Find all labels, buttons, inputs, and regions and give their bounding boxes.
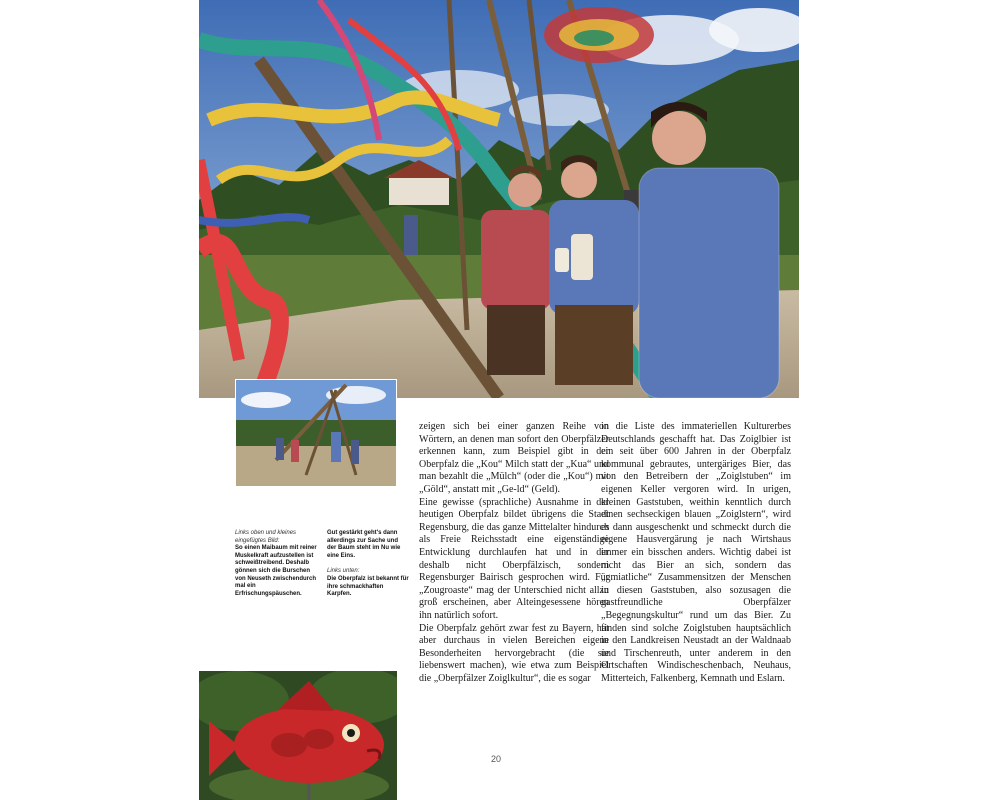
- maypole-hero-illustration: [199, 0, 799, 398]
- inset-illustration: [236, 380, 396, 486]
- article-column-1: [419, 421, 609, 685]
- article-paragraph: in die Liste des immateriellen Kulturerbes Deutschlands geschafft hat. Das Zoiglbier ist ein seit über 600 Jahren in der Oberpfalz kommunal gebrautes, untergäriges Bier, das von den Betreibern der „Zoiglstuben“ im eigenen Keller vergoren wird. In urigen, kleinen Gaststuben, weithin kenntlich durch einen sechseckigen blauen „Zoiglstern“, wird es dann ausgeschenkt und schmeckt durch die eigene Hausvergärung je nach Wirtshaus immer ein bisschen anders. Wichtig dabei ist nicht das Bier an sich, sondern das „gmiatliche“ Zusammensitzen der Menschen in diesen Gaststuben, also sozusagen die gastfreundliche Oberpfälzer „Begegnungskultur“ rund um das Bier. Zu finden sind solche Zoiglstuben hauptsächlich in den Landkreisen Neustadt an der Waldnaab und Tirschenreuth, unter anderem in den Ortschaften Windischeschenbach, Neuhaus, Mitterteich, Falkenberg, Kemnath und Eslarn.: [601, 421, 791, 684]
- article-paragraph: zeigen sich bei einer ganzen Reihe von Wörtern, an denen man sofort den Oberpfälzer erkennen kann, zum Beispiel gibt in der Oberpfalz die „Kou“ Milch statt der „Kua“ und man bezahlt die „Mülch“ (oder die „Kou“) mit „Göld“, anstatt mit „Ge-ld“ (Geld).: [419, 421, 609, 495]
- article-paragraph: Die Oberpfalz gehört zwar fest zu Bayern, hat aber durchaus in vielen Bereichen eigene Besonderheiten hervorgebracht (die sie liebenswert machen), wie etwa zum Beispiel die „Oberpfälzer Zoiglkultur“, die es sogar: [419, 622, 609, 684]
- caption-label-bottom: Links unten:: [327, 568, 360, 575]
- carp-illustration: [199, 671, 397, 800]
- caption-text-carp: Die Oberpfalz ist bekannt für ihre schmackhaften Karpfen.: [327, 575, 409, 598]
- caption-text-maypole: So einen Maibaum mit reiner Muskelkraft aufzustellen ist schweißtreibend. Deshalb gönnen sich die Burschen von Neuseth zwischendurch mal ein Erfrischungspäuschen.: [235, 545, 317, 597]
- caption-left: [235, 530, 317, 598]
- article-column-2: [601, 421, 791, 685]
- carp-sculpture-photo: [199, 671, 397, 800]
- page-number: 20: [491, 754, 502, 764]
- caption-text-strengthened: Gut gestärkt geht's dann allerdings zur Sache und der Baum steht im Nu wie eine Eins.: [327, 530, 401, 559]
- article-paragraph: Eine gewisse (sprachliche) Ausnahme in der heutigen Oberpfalz bildet übrigens die Stadt Regensburg, die das ganze Mittelalter hindurch als Freie Reichsstadt eine eigenständige Entwicklung durchlaufen hat und in der deshalb nicht Oberpfälzisch, sondern Regensburger Bairisch gesprochen wird. Für „Zougroaste“ mag der Unterschied nicht allzu groß erscheinen, aber Alteingesessene hören ihn natürlich sofort.: [419, 496, 609, 621]
- inset-maypole-raising-photo: [235, 379, 397, 487]
- caption-label-top: Links oben und kleines eingefügtes Bild:: [235, 530, 297, 544]
- magazine-page: [199, 0, 800, 800]
- maypole-hero-photo: [199, 0, 799, 398]
- caption-right: [327, 530, 409, 599]
